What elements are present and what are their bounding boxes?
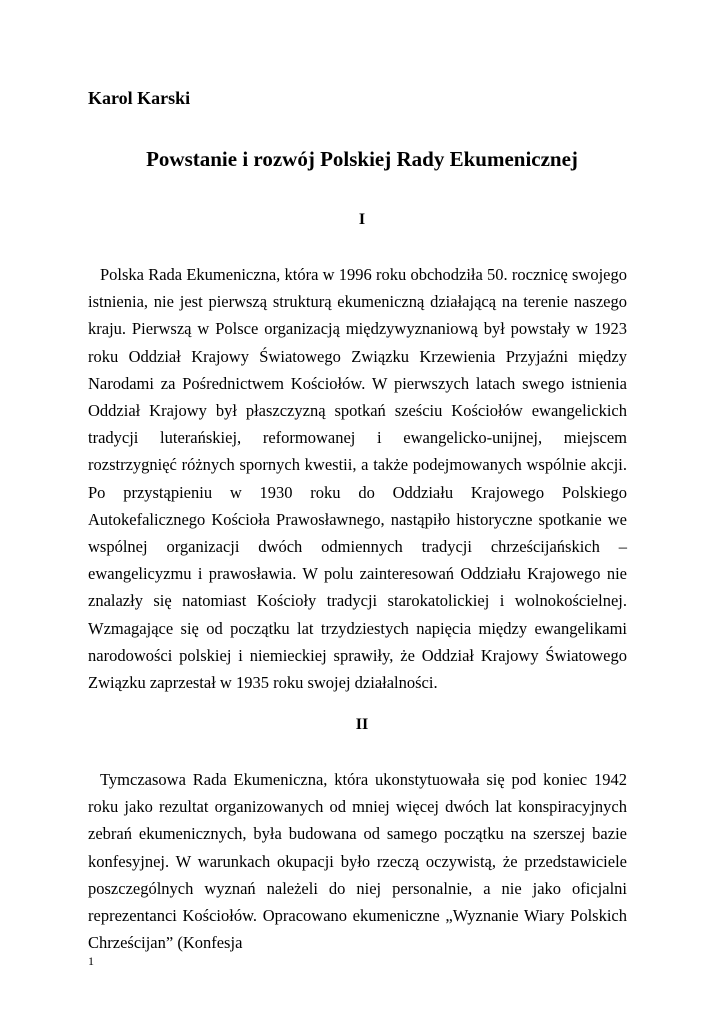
author-name: Karol Karski xyxy=(88,88,191,108)
section-1-paragraph: Polska Rada Ekumeniczna, która w 1996 roku obchodziła 50. rocznicę swojego istnienia, nie jest pierwszą strukturą ekumeniczną działającą na terenie naszego kraju. Pierwszą w Polsce organizacją międzywyznaniową był powstały w 1923 roku Oddział Krajowy Światowego Związku Krzewienia Przyjaźni między Narodami za Pośrednictwem Kościołów. W pierwszych latach swego istnienia Oddział Krajowy był płaszczyzną spotkań sześciu Kościołów ewangelickich tradycji luterańskiej, reformowanej i ewangelicko-unijnej, miejscem rozstrzygnięć różnych spornych kwestii, a także podejmowanych wspólnie akcji. Po przystąpieniu w 1930 roku do Oddziału Krajowego Polskiego Autokefalicznego Kościoła Prawosławnego, nastąpiło historyczne spotkanie we wspólnej organizacji dwóch odmiennych tradycji chrześcijańskich – ewangelicyzmu i prawosławia. W polu zainteresowań Oddziału Krajowego nie znalazły się natomiast Kościoły tradycji starokatolickiej i wolnokościelnej. Wzmagające się od początku lat trzydziestych napięcia między ewangelikami narodowości polskiej i niemieckiej sprawiły, że Oddział Krajowy Światowego Związku zaprzestał w 1935 roku swojej działalności. xyxy=(88,265,627,693)
section-heading-1: I xyxy=(358,211,366,228)
section-heading-2: II xyxy=(355,716,369,733)
page-number: 1 xyxy=(88,954,94,968)
section-2-paragraph: Tymczasowa Rada Ekumeniczna, która ukonstytuowała się pod koniec 1942 roku jako rezultat organizowanych od mniej więcej dwóch lat konspiracyjnych zebrań ekumenicznych, była budowana od samego początku na szerszej bazie konfesyjnej. W warunkach okupacji było rzeczą oczywistą, że przedstawiciele poszczególnych wyznań należeli do niej personalnie, a nie jako oficjalni reprezentanci Kościołów. Opracowano ekumeniczne „Wyznanie Wiary Polskich Chrześcijan” (Konfesja xyxy=(88,770,627,953)
document-title: Powstanie i rozwój Polskiej Rady Ekumenicznej xyxy=(146,147,578,171)
